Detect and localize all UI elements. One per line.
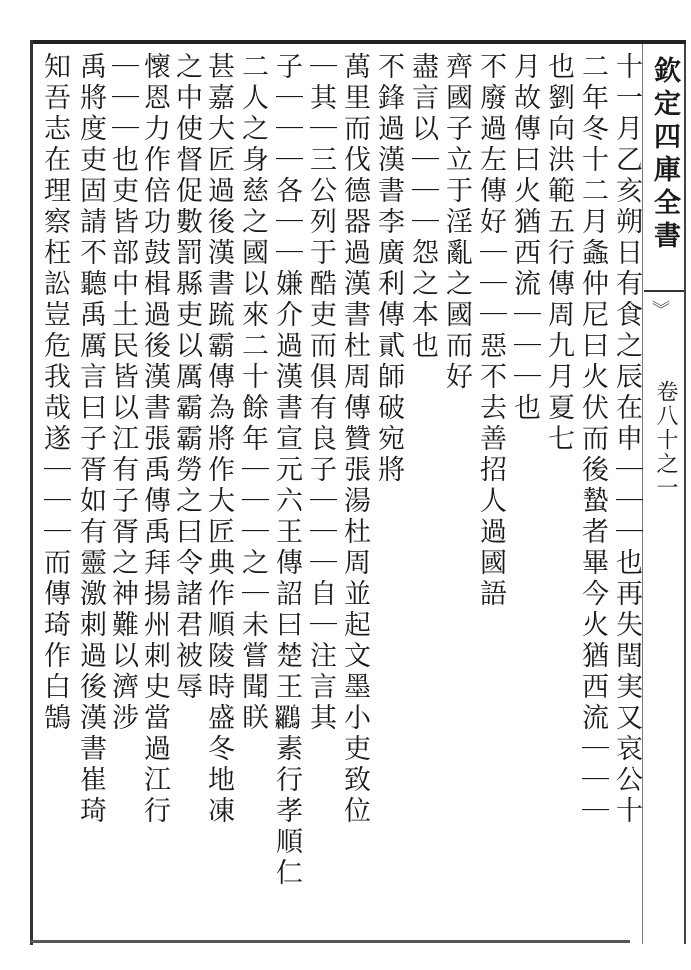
volume-label: 卷八十之一 <box>653 380 678 500</box>
text-column-13: 甚嘉大匠過後漢書䟽霸傳為將作大匠典作順陵時盛冬地凍 <box>203 52 234 827</box>
text-column-2: 二年冬十二月螽仲尼曰火伏而後蟄者畢今火猶西流｜｜｜ <box>577 52 608 827</box>
frame-top-border <box>30 40 686 44</box>
text-column-12: 二人之身慈之國以來二十餘年｜｜｜之｜未嘗聞眹 <box>237 52 268 734</box>
frame-bottom-border <box>30 940 630 943</box>
fish-tail-ornament-icon: ︾ <box>652 300 670 321</box>
text-column-9: 萬里而伐德器過漢書杜周傳贊張湯杜周並起文墨小吏致位 <box>339 52 370 827</box>
text-column-15: 懷恩力作倍功鼓楫過後漢書張禹傳禹拜揚州刺史當過江行 <box>139 52 170 827</box>
text-column-11: 子｜｜｜各｜｜嫌介過漢書宣元六王傳詔曰楚王𪈰素行孝順仁 <box>271 52 302 889</box>
text-column-7: 盡言以｜｜｜怨之本也 <box>407 52 438 362</box>
text-column-4: 月故傳曰火猶西流｜｜｜也 <box>509 52 540 424</box>
text-column-10: ｜其｜三公列于酷吏而俱有良子｜｜｜自｜注言其 <box>305 52 336 734</box>
frame-right-border <box>684 44 686 944</box>
text-column-5: 不廢過左傳好｜｜｜惡不去善招人過國語 <box>475 52 506 610</box>
text-column-6: 齊國子立于淫亂之國而好 <box>441 52 472 393</box>
text-column-17: 禹將度吏固請不聽禹厲言曰子胥如有靈激刺過後漢書崔琦 <box>75 52 106 827</box>
text-column-1: 十一月乙亥朔日有食之辰在申｜｜｜也再失閏実又哀公十 <box>611 52 642 827</box>
frame-left-border <box>30 40 33 945</box>
book-title: 欽定四庫全書 <box>649 56 680 254</box>
text-column-14: 之中使督促數罰縣吏以厲霸霸勞之曰令諸君被辱 <box>171 52 202 703</box>
text-column-16: ｜｜｜也吏皆部中土民皆以江有子胥之神難以濟涉 <box>107 52 138 734</box>
text-column-3: 也劉向洪範五行傳周九月夏七 <box>543 52 574 455</box>
text-column-18: 知吾志在理察枉訟豈危我哉遂｜｜｜而傳琦作白鵠 <box>39 52 70 734</box>
text-column-8: 不鋒過漢書李廣利傳貳師破宛將 <box>373 52 404 486</box>
banner-rule <box>644 290 684 292</box>
